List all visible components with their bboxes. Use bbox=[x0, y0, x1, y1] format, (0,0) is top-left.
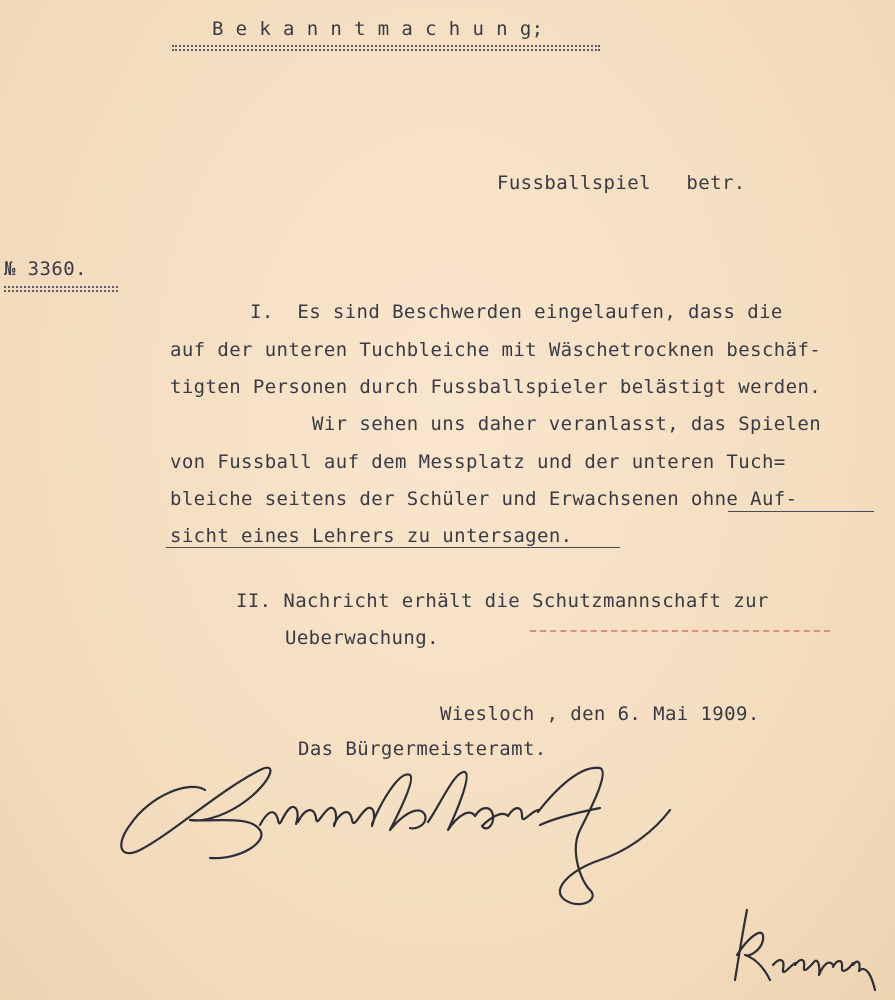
document-title: B e k a n n t m a c h u n g; bbox=[212, 18, 544, 40]
body-line-4: Wir sehen uns daher veranlasst, das Spielen bbox=[312, 413, 822, 435]
body-line-3: tigten Personen durch Fussballspieler belästigt werden. bbox=[170, 376, 822, 398]
body-line-1: I. Es sind Beschwerden eingelaufen, dass die bbox=[250, 301, 783, 323]
body-line-8: II. Nachricht erhält die Schutzmannschaft zur bbox=[236, 590, 769, 612]
issuing-office: Das Bürgermeisteramt. bbox=[298, 738, 547, 760]
body-line-6: bleiche seitens der Schüler und Erwachsenen ohne Auf- bbox=[170, 488, 798, 510]
signature-secondary bbox=[725, 895, 875, 995]
place-date: Wiesloch , den 6. Mai 1909. bbox=[440, 703, 760, 725]
number-underline bbox=[4, 286, 118, 292]
emphasis-underline-2 bbox=[166, 547, 620, 548]
red-pencil-mark bbox=[530, 630, 830, 632]
body-line-7: sicht eines Lehrers zu untersagen. bbox=[170, 525, 573, 547]
body-line-5: von Fussball auf dem Messplatz und der unteren Tuch= bbox=[170, 451, 786, 473]
body-line-9: Ueberwachung. bbox=[285, 627, 439, 649]
body-line-2: auf der unteren Tuchbleiche mit Wäschetrocknen beschäf- bbox=[170, 339, 822, 361]
emphasis-underline-1 bbox=[728, 511, 874, 512]
document-number: № 3360. bbox=[4, 258, 87, 280]
title-underline bbox=[172, 45, 600, 51]
subject-line: Fussballspiel betr. bbox=[497, 172, 746, 194]
signature-main bbox=[110, 750, 690, 930]
